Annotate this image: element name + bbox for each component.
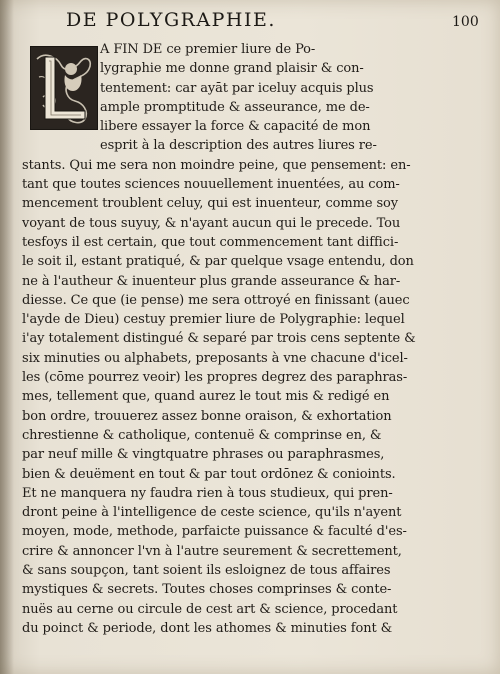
text-line: mes, tellement que, quand aurez le tout mis & redigé en	[22, 389, 390, 405]
text-line: ne à l'autheur & inuenteur plus grande asseurance & har-	[22, 273, 401, 289]
text-line: tentement: car ayāt par iceluy acquis plus	[100, 80, 374, 96]
text-line: libere essayer la force & capacité de mon	[100, 119, 371, 135]
text-line: ample promptitude & asseurance, me de-	[100, 99, 370, 115]
text-line: six minuties ou alphabets, preposants à vne chacune d'icel-	[22, 350, 408, 366]
running-head: DE POLYGRAPHIE.	[66, 9, 276, 31]
text-line: stants. Qui me sera non moindre peine, que pensement: en-	[22, 157, 411, 173]
text-line: Et ne manquera ny faudra rien à tous studieux, qui pren-	[22, 485, 393, 501]
page-number: 100	[452, 14, 479, 30]
body-text	[22, 40, 462, 638]
text-line: crire & annoncer l'vn à l'autre seurement & secrettement,	[22, 543, 402, 559]
text-line: dront peine à l'intelligence de ceste science, qu'ils n'ayent	[22, 505, 402, 521]
text-line: A FIN DE ce premier liure de Po-	[100, 42, 316, 57]
text-line: bien & deuëment en tout & par tout ordōnez & conioints.	[22, 466, 396, 482]
spine-shadow	[0, 0, 14, 674]
text-line: tesfoys il est certain, que tout commencement tant diffici-	[22, 234, 399, 250]
text-line: diesse. Ce que (ie pense) me sera ottroyé en finissant (auec	[22, 292, 410, 308]
text-line: mystiques & secrets. Toutes choses comprinses & conte-	[22, 582, 392, 598]
text-line: i'ay totalement distingué & separé par trois cens septente &	[22, 331, 416, 347]
text-line: du poinct & periode, dont les athomes & minuties font &	[22, 620, 393, 636]
text-line: chrestienne & catholique, contenuë & comprinse en, &	[22, 427, 382, 443]
text-line: tant que toutes sciences nouuellement inuentées, au com-	[22, 177, 400, 193]
text-line: moyen, mode, methode, parfaicte puissance & faculté d'es-	[22, 524, 407, 540]
text-line: esprit à la description des autres liures re-	[100, 138, 377, 154]
text-line: lygraphie me donne grand plaisir & con-	[100, 61, 364, 77]
text-line: mencement troublent celuy, qui est inuenteur, comme soy	[22, 196, 398, 212]
text-line: nuës au cerne ou circule de cest art & science, procedant	[22, 601, 398, 617]
text-line: les (cōme pourrez veoir) les propres degrez des paraphras-	[22, 370, 408, 386]
text-line: voyant de tous suyuy, & n'ayant aucun qui le precede. Tou	[22, 215, 401, 231]
text-line: l'ayde de Dieu) cestuy premier liure de Polygraphie: lequel	[22, 312, 405, 328]
text-line: le soit il, estant pratiqué, & par quelque vsage entendu, don	[22, 254, 414, 270]
text-line: & sans soupçon, tant soient ils esloignez de tous affaires	[22, 563, 391, 579]
text-line: bon ordre, trouuerez assez bonne oraison, & exhortation	[22, 408, 392, 424]
text-line: par neuf mille & vingtquatre phrases ou paraphrasmes,	[22, 447, 385, 463]
